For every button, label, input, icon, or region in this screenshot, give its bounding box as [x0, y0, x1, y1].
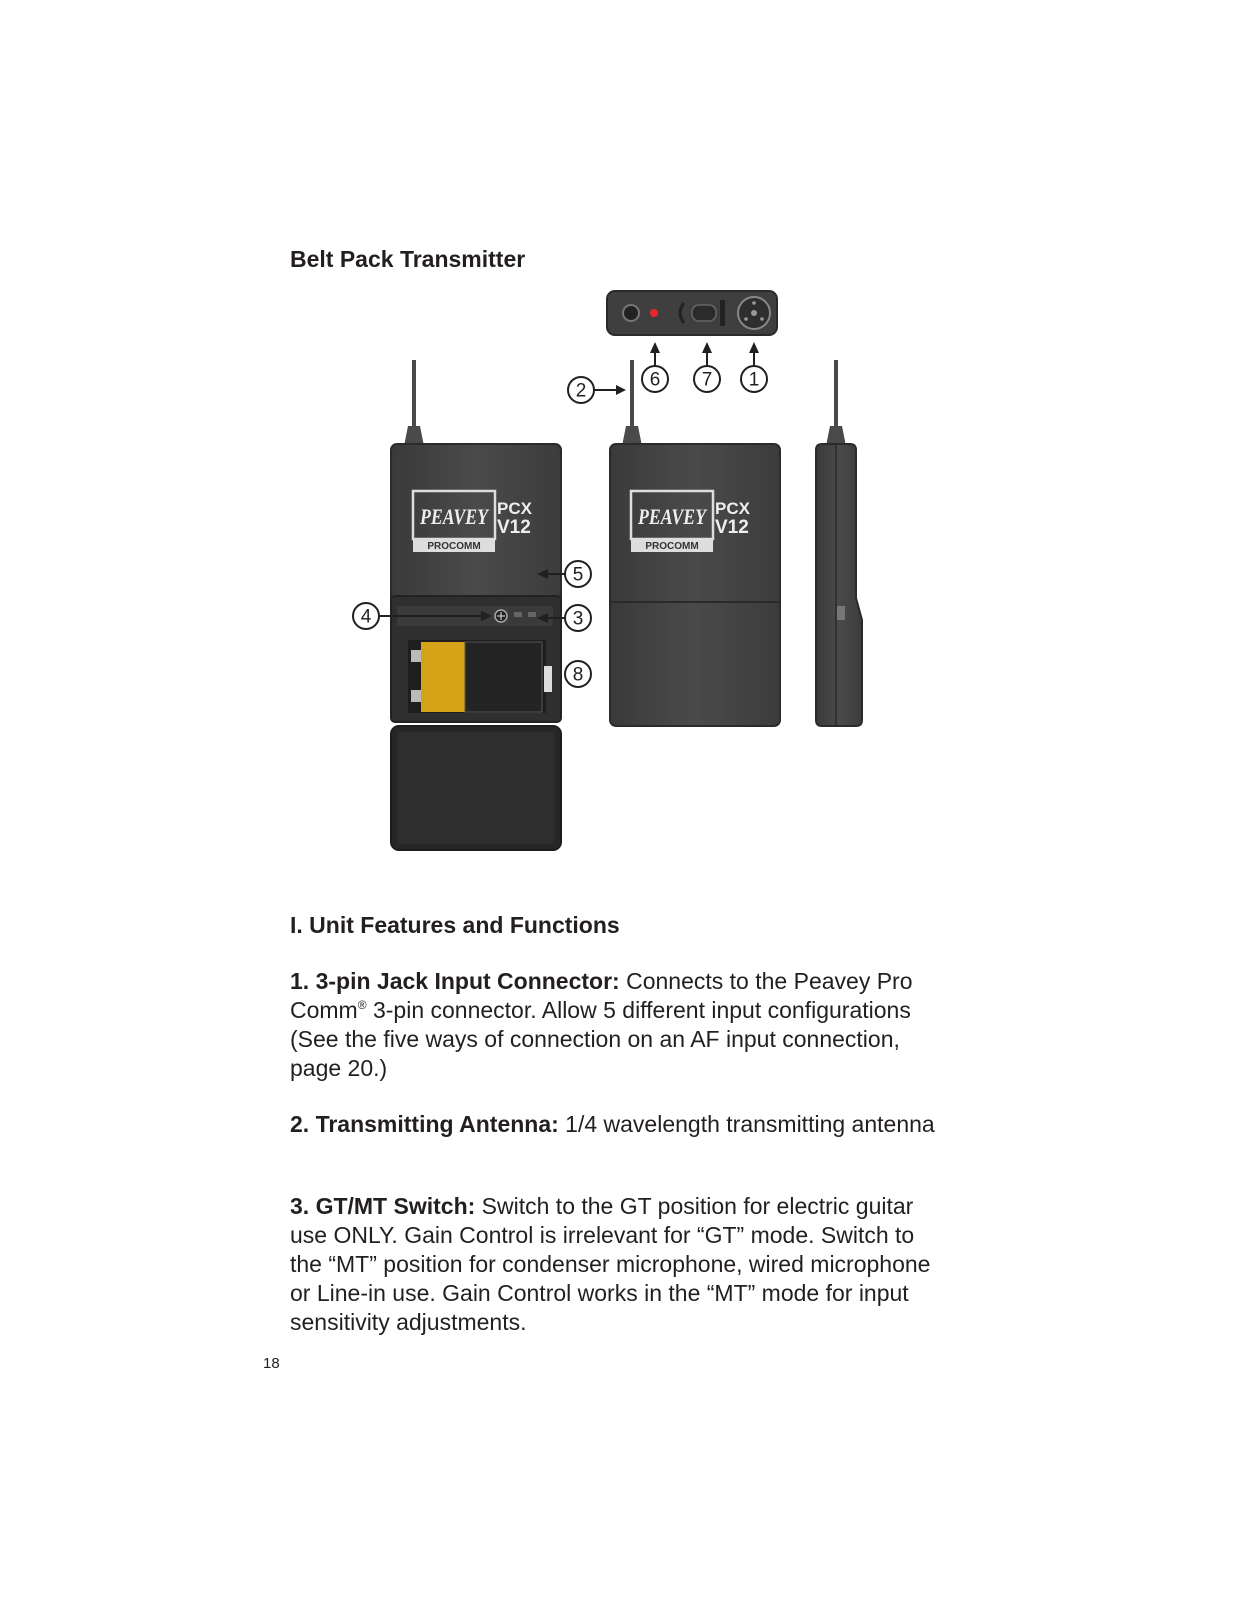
svg-text:PCX: PCX [715, 499, 750, 518]
svg-text:7: 7 [701, 369, 713, 391]
feature-text: 1/4 wavelength transmitting antenna [558, 1111, 935, 1137]
feature-1 [290, 967, 950, 1083]
power-switch-icon [692, 305, 716, 321]
svg-text:PEAVEY: PEAVEY [637, 504, 709, 529]
feature-text: Switch to the GT position for electric guitar use ONLY. Gain Control is irrelevant for “GT” mode. Switch to the “MT” position for condenser microphone, wired microphone or Line-in use. Gain Control works in the “MT” mode for input sensitivity adjustments. [290, 1193, 931, 1335]
top-view [607, 291, 777, 335]
svg-text:PROCOMM: PROCOMM [645, 541, 699, 552]
svg-text:1: 1 [748, 369, 760, 391]
svg-text:PEAVEY: PEAVEY [419, 504, 491, 529]
callout-5 [565, 561, 591, 587]
feature-text: Connects to the Peavey Pro Comm [290, 968, 913, 1023]
callout-4 [353, 603, 379, 629]
feature-label: 2. Transmitting Antenna: [290, 1111, 559, 1137]
feature-3 [290, 1192, 950, 1337]
callout-7 [694, 366, 720, 392]
antenna-socket-icon [623, 305, 639, 321]
callout-2 [568, 377, 594, 403]
feature-label: 1. 3-pin Jack Input Connector: [290, 968, 620, 994]
feature-label: 3. GT/MT Switch: [290, 1193, 476, 1219]
registered-mark: ® [357, 998, 367, 1012]
unit-open-view [391, 360, 561, 850]
feature-text: 3-pin connector. Allow 5 different input configurations (See the five ways of connection on an AF input connection, page 20.) [290, 997, 911, 1081]
unit-side-view [816, 360, 862, 726]
callout-8 [565, 661, 591, 687]
svg-text:3: 3 [572, 608, 584, 630]
svg-text:2: 2 [575, 380, 587, 402]
svg-text:5: 5 [572, 564, 584, 586]
led-indicator [650, 309, 658, 317]
svg-text:4: 4 [360, 606, 372, 628]
svg-text:8: 8 [572, 664, 584, 686]
feature-2 [290, 1110, 950, 1139]
figure-title: Belt Pack Transmitter [290, 246, 526, 272]
svg-text:6: 6 [649, 369, 661, 391]
callout-3 [565, 605, 591, 631]
svg-text:PCX: PCX [497, 499, 532, 518]
svg-text:V12: V12 [715, 517, 749, 538]
svg-text:V12: V12 [497, 517, 531, 538]
callout-1 [741, 366, 767, 392]
callout-6 [642, 366, 668, 392]
svg-text:PROCOMM: PROCOMM [427, 541, 481, 552]
unit-front-view [610, 360, 780, 726]
page-number: 18 [263, 1355, 280, 1372]
battery-icon [408, 640, 552, 713]
section-heading: I. Unit Features and Functions [290, 912, 620, 938]
